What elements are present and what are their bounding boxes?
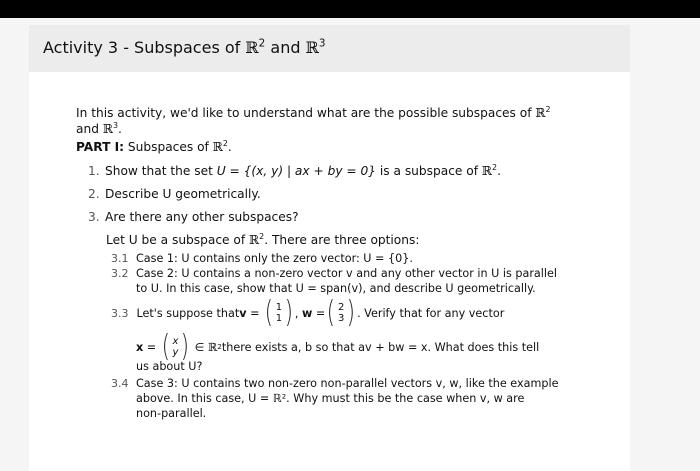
subitem-3-4-line2: above. In this case, U = ℝ². Why must this be the case when v, w are (136, 392, 525, 405)
vector-v: ( 1 1 ) (264, 295, 294, 330)
intro-line1: In this activity, we'd like to understand what are the possible subspaces of ℝ$^2$ (76, 104, 551, 120)
subitem-3-2-line2: to U. In this case, show that U = span(v), and describe U geometrically. (136, 282, 536, 295)
part1-heading: PART I: Subspaces of ℝ$^2$. (76, 138, 232, 154)
title-and: and (265, 38, 306, 57)
title-r2: ℝ (245, 38, 259, 57)
options-intro: Let U be a subspace of ℝ$^2$. There are three options: (106, 231, 420, 247)
subitem-3-3-line2: x = ( x y ) ∈ ℝ 2 there exists a, b so that av + bw = x. What does this tell (136, 329, 540, 364)
subitem-3-4: 3.4 Case 3: U contains two non-zero non-parallel vectors v, w, like the example (111, 377, 559, 390)
subitem-3-2: 3.2 Case 2: U contains a non-zero vector v and any other vector in U is parallel (111, 267, 557, 280)
title-r3: ℝ (305, 38, 319, 57)
intro-line2: and ℝ$^3$. (76, 120, 122, 136)
list-item: 3. Are there any other subspaces? (88, 210, 299, 224)
list-item: 1. Show that the set U = {(x, y) | ax + by = 0} is a subspace of ℝ$^2$. (88, 162, 501, 178)
list-item: 2. Describe U geometrically. (88, 187, 261, 201)
title-prefix: Activity 3 - Subspaces of (43, 38, 246, 57)
subitem-3-1: 3.1 Case 1: U contains only the zero vector: U = {0}. (111, 252, 413, 265)
title-bar (29, 25, 630, 72)
top-black-bar (0, 0, 700, 18)
page-title (43, 38, 326, 57)
title-sup3: 3 (318, 37, 326, 50)
subitem-3-3: 3.3 Let's suppose that v = ( 1 1 ) , w = ( 2 3 ) . Verify that for any vector (111, 295, 505, 330)
subitem-3-4-line3: non-parallel. (136, 407, 207, 420)
title-sup2: 2 (258, 37, 266, 50)
subitem-3-3-line3: us about U? (136, 360, 203, 373)
vector-w: ( 2 3 ) (327, 295, 356, 330)
vector-x: ( x y ) (161, 329, 190, 364)
